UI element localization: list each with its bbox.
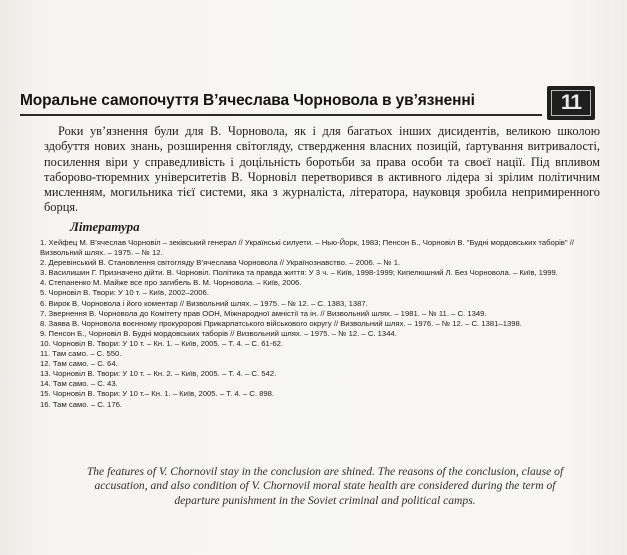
section-title: Моральне самопочуття В’ячеслава Чорновола в ув’язненні xyxy=(20,92,475,109)
reference-item: 3. Василишин Г. Призначено дійти. В. Чорновіл. Політика та правда життя: У 3 ч. – Київ, 1998-1999; Кипелюшний Л. Без Чорновола. – Київ, 1999. xyxy=(40,268,558,278)
title-underline xyxy=(20,114,542,116)
reference-item: 12. Там само. – С. 64. xyxy=(40,359,118,369)
reference-item: 4. Степаненко М. Майже все про загибель В. М. Чорновола. – Київ, 2006. xyxy=(40,278,302,288)
reference-item: 11. Там само. – С. 550. xyxy=(40,349,122,359)
reference-item: 16. Там само. – С. 176. xyxy=(40,399,123,409)
literature-heading: Література xyxy=(70,219,140,234)
reference-item: 14. Там само. – С. 43. xyxy=(40,379,118,389)
reference-item: 1. Хейфец М. В’ячеслав Чорновіл – зеківський генерал // Українські силуети. – Нью-Йорк, 1983; Пенсон Б., Чорновіл В. "Будні мордовських таборів" // Визвольний шлях. – 1975. – № 12. xyxy=(40,238,575,258)
reference-item: 5. Чорновіл В. Твори: У 10 т. – Київ, 2002–2006. xyxy=(40,288,209,298)
abstract-block xyxy=(44,124,600,216)
reference-item: 7. Звернення В. Чорновола до Комітету прав ООН, Міжнародної амністії та ін. // Визвольний шлях. – 1981. – № 11. – С. 1349. xyxy=(40,308,487,318)
reference-list xyxy=(40,238,592,410)
badge-frame xyxy=(551,90,591,116)
reference-item: 13. Чорновіл В. Твори: У 10 т. – Кн. 2. – Київ, 2005. – Т. 4. – С. 542. xyxy=(40,369,277,379)
section-number: 11 xyxy=(560,91,582,114)
abstract-paragraph: Роки ув’язнення були для В. Чорновола, як і для багатьох інших дисидентів, великою школою здобуття нових знань, розширення світогляду, ствердження власних позицій, ґартування витривалості, посилення віри у справедливість і доцільність боротьби за права особи та своєї нації. Під впливом таборово-тюремних університетів В. Чорновіл перетворився в активного лідера зі зрілим політичним мисленням, могильника тієї системи, яка з журналіста, літератора, науковця зробила непримиренного борця. xyxy=(44,124,600,215)
reference-item: 8. Заява В. Чорновола воєнному прокуророві Прикарпатського військового округу // Визвольний шлях. – 1976. – № 12. – С. 1381–1398. xyxy=(40,318,522,328)
reference-item: 10. Чорновіл В. Твори: У 10 т. – Кн. 1. – Київ, 2005. – Т. 4. – С. 61-62. xyxy=(40,338,284,348)
reference-item: 2. Деревінський В. Становлення світогляду В’ячеслава Чорновола // Українознавство. – 2006. – № 1. xyxy=(40,258,401,268)
reference-item: 6. Вирок В. Чорновола і його коментар // Визвольний шлях. – 1975. – № 12. – С. 1383, 1387. xyxy=(40,298,368,308)
reference-item: 15. Чорновіл В. Твори: У 10 т.– Кн. 1. – Київ, 2005. – Т. 4. – С. 898. xyxy=(40,389,275,399)
reference-item: 9. Пенсон Б., Чорновіл В. Будні мордовських таборів // Визвольний шлях. – 1975. – № 12. – С. 1344. xyxy=(40,328,397,338)
english-summary: The features of V. Chornovil stay in the conclusion are shined. The reasons of the conclusion, clause of accusation, and also condition of V. Chornovil moral state health are considered during the term of departure punishment in the Soviet criminal and political camps. xyxy=(86,465,564,507)
section-number-badge xyxy=(547,86,595,120)
